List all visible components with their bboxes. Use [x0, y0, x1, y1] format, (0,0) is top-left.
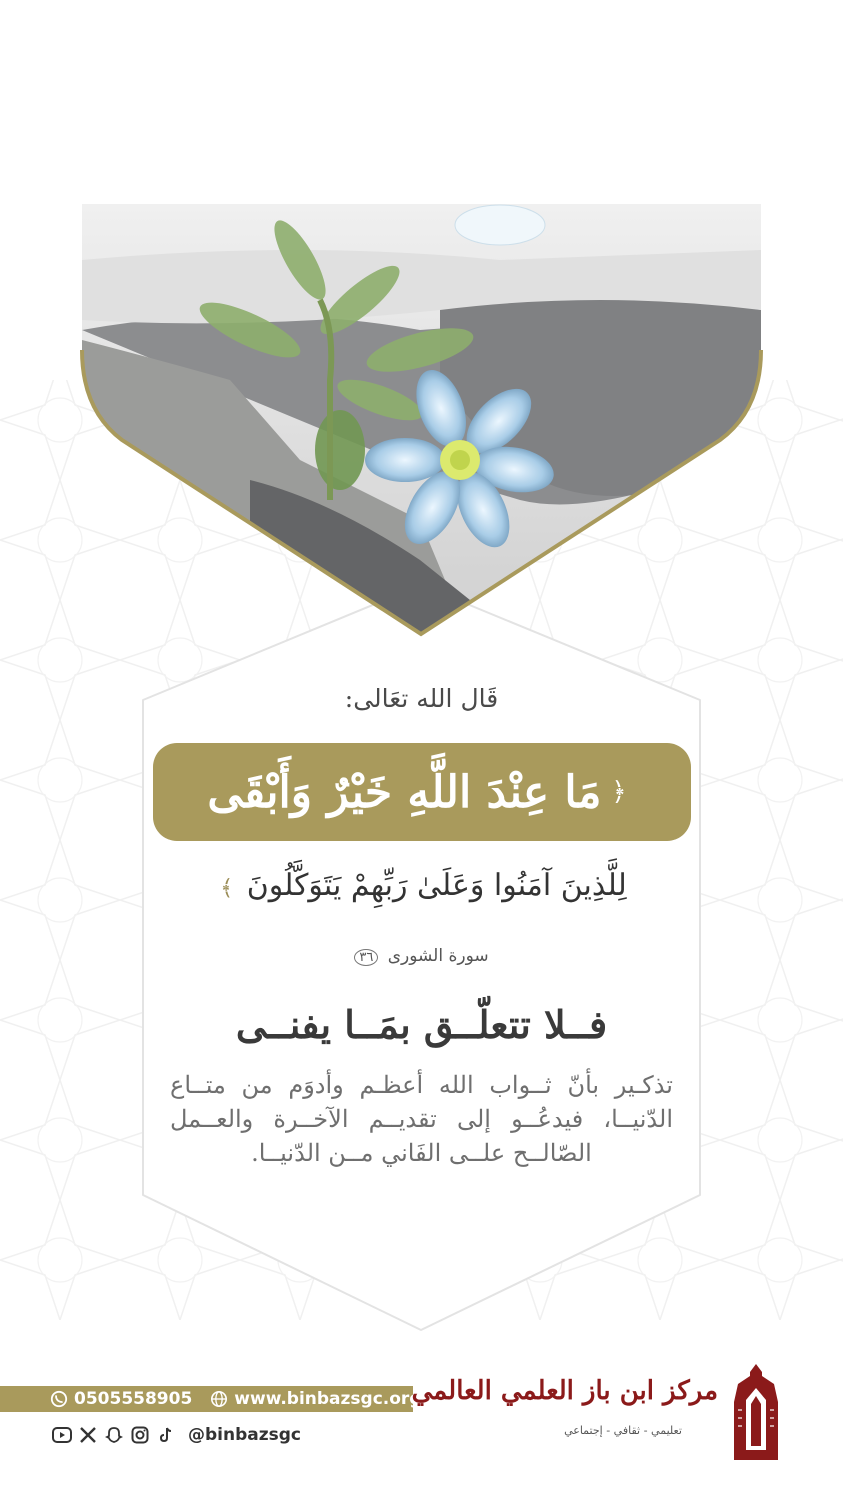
contact-bar — [0, 1386, 422, 1412]
phone-number: 0505558905 — [74, 1389, 193, 1409]
social-links — [52, 1422, 301, 1448]
description: تذكـير بأنّ ثــواب الله أعظـم وأدوَم من متــاع الدّنيــا، فيدعُــو إلى تقديــم الآخــرة والعــمل الصّالــح علــى الفَاني مــن الدّنيــا. — [170, 1071, 673, 1167]
website-url: www.binbazsgc.org — [234, 1389, 422, 1409]
surah-name: سورة الشورى — [387, 946, 489, 966]
verse-open-ornament: ﴿ — [611, 777, 627, 807]
intro-text: قَال الله تعَالى: — [344, 684, 499, 713]
snapchat-icon[interactable] — [104, 1425, 124, 1445]
surah-reference — [0, 946, 843, 966]
website-link[interactable] — [210, 1389, 421, 1409]
tiktok-icon[interactable] — [156, 1425, 176, 1445]
verse-continuation — [0, 868, 843, 903]
verse-close-ornament: ﴾ — [220, 876, 234, 901]
youtube-icon[interactable] — [52, 1425, 72, 1445]
instagram-icon[interactable] — [130, 1425, 150, 1445]
ayah-number: ٣٦ — [354, 949, 378, 966]
globe-icon — [210, 1390, 228, 1408]
whatsapp-icon — [50, 1390, 68, 1408]
x-icon[interactable] — [78, 1425, 98, 1445]
logo-name: مركز ابن باز العلمي العالمي — [411, 1376, 718, 1406]
verse-continuation-text: لِلَّذِينَ آمَنُوا وَعَلَىٰ رَبِّهِمْ يَتَوَكَّلُونَ — [246, 868, 627, 903]
verse-main-text: مَا عِنْدَ اللَّهِ خَيْرٌ وَأَبْقَى — [207, 766, 602, 818]
social-handle[interactable]: @binbazsgc — [188, 1425, 301, 1445]
verse-banner — [153, 743, 691, 841]
headline: فــلا تتعلّــق بمَــا يفنــى — [235, 1002, 608, 1047]
logo-tagline: تعليمي - ثقافي - إجتماعي — [564, 1424, 682, 1437]
phone-contact[interactable] — [50, 1389, 192, 1409]
flower-photo — [0, 0, 843, 650]
